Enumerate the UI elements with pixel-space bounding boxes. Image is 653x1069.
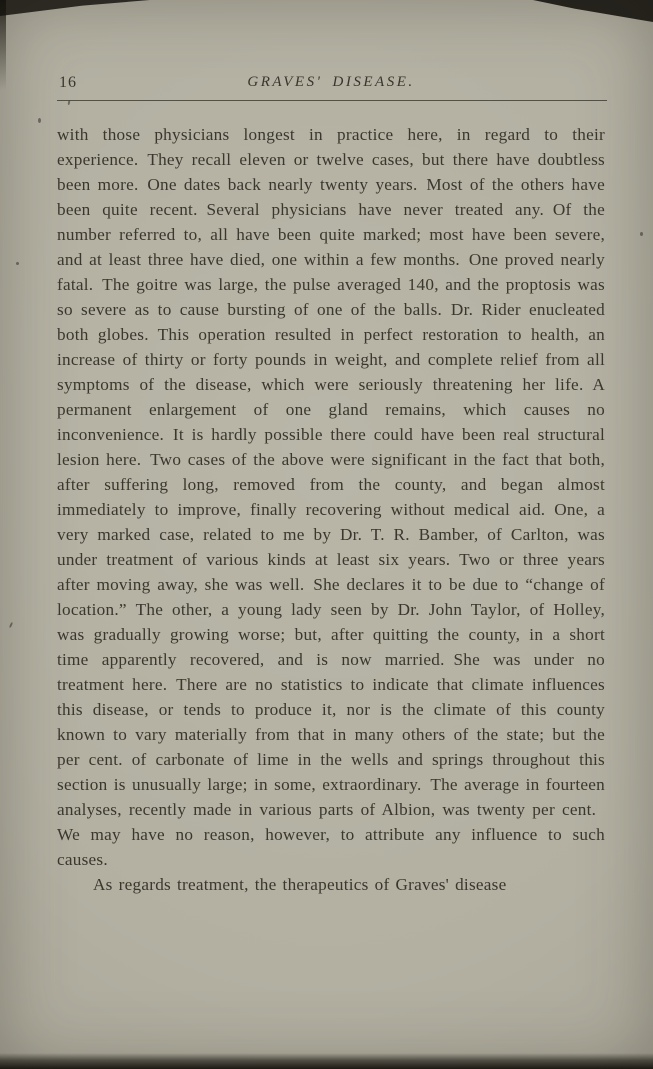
scan-speck — [16, 262, 19, 265]
scan-speck — [9, 622, 13, 628]
scan-speck — [640, 232, 643, 236]
page-number: 16 — [59, 74, 77, 91]
scan-speck — [38, 118, 41, 123]
running-header — [57, 74, 605, 96]
page-text-block — [57, 122, 605, 897]
scan-artifact-bottom — [0, 1053, 653, 1069]
header-rule — [57, 100, 607, 101]
running-head-title: GRAVES' DISEASE. — [247, 74, 415, 90]
scan-artifact-top-left — [0, 0, 150, 16]
scan-artifact-top-right — [533, 0, 653, 22]
paragraph-continuation: with those physicians longest in practice here, in regard to their experience. They recall eleven or twelve cases, but there have doubtless been more. One dates back nearly twenty years. Most of the others have been quite recent. Several physicians have never treated any. Of the number referred to, all have been quite marked; most have been severe, and at least three have died, one within a few months. One proved nearly fatal. The goitre was large, the pulse averaged 140, and the proptosis was so severe as to cause bursting of one of the balls. Dr. Rider enucleated both globes. This operation resulted in perfect restoration to health, an increase of thirty or forty pounds in weight, and complete relief from all symptoms of the disease, which were seriously threatening her life. A permanent enlargement of one gland remains, which causes no inconvenience. It is hardly possible there could have been real structural lesion here. Two cases of the above were significant in the fact that both, after suffering long, removed from the county, and began almost immediately to improve, finally recovering without medical aid. One, a very marked case, related to me by Dr. T. R. Bamber, of Carlton, was under treatment of various kinds at least six years. Two or three years after moving away, she was well. She declares it to be due to “change of location.” The other, a young lady seen by Dr. John Taylor, of Holley, was gradually growing worse; but, after quitting the county, in a short time apparently recovered, and is now married. She was under no treatment here. There are no statistics to indicate that climate influences this disease, or tends to produce it, nor is the climate of this county known to vary materially from that in many others of the state; but the per cent. of carbonate of lime in the wells and springs throughout this section is unusually large; in some, extraordinary. The average in fourteen analyses, recently made in various parts of Albion, was twenty per cent. We may have no reason, however, to attribute any influence to such causes. — [57, 125, 605, 869]
scan-artifact-left — [0, 0, 6, 90]
paragraph-new: As regards treatment, the therapeutics of Graves' disease — [93, 875, 507, 894]
